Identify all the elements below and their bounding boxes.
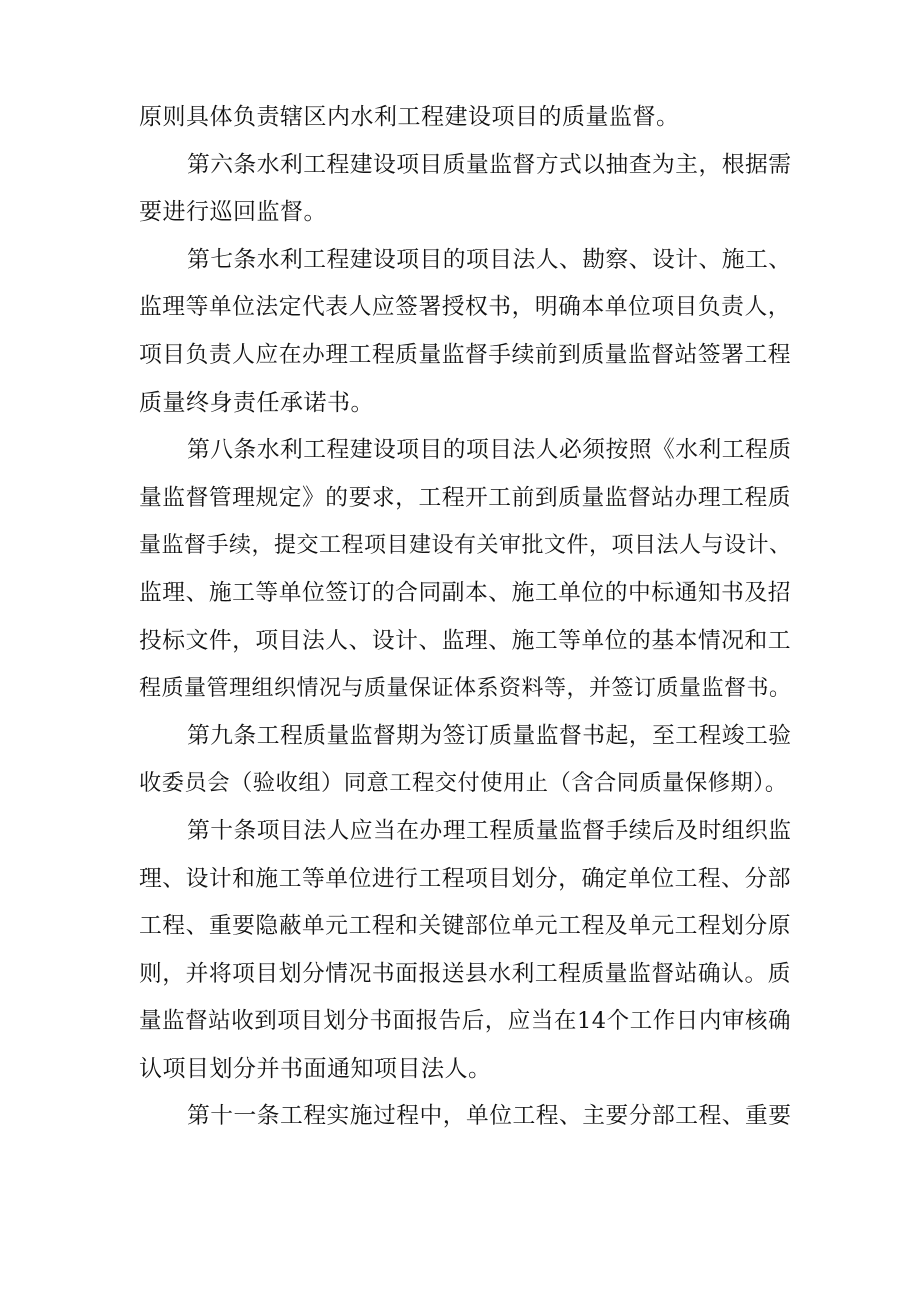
text-line: 第七条水利工程建设项目的项目法人、勘察、设计、施工、	[187, 246, 792, 273]
text-line: 质量终身责任承诺书。	[139, 389, 374, 416]
text-line: 监理、施工等单位签订的合同副本、施工单位的中标通知书及招	[139, 579, 791, 606]
text-line: 程质量管理组织情况与质量保证体系资料等，并签订质量监督书。	[139, 676, 792, 702]
text-line: 第八条水利工程建设项目的项目法人必须按照《水利工程质	[187, 437, 792, 464]
text-line: 理、设计和施工等单位进行工程项目划分，确定单位工程、分部	[139, 865, 791, 892]
text-line: 要进行巡回监督。	[139, 199, 327, 226]
text-line: 项目负责人应在办理工程质量监督手续前到质量监督站签署工程	[139, 341, 791, 368]
text-line: 第十条项目法人应当在办理工程质量监督手续后及时组织监	[187, 817, 792, 844]
text-line: 收委员会（验收组）同意工程交付使用止（含合同质量保修期）。	[139, 770, 788, 797]
text-line: 原则具体负责辖区内水利工程建设项目的质量监督。	[139, 104, 680, 130]
text-line: 工程、重要隐蔽单元工程和关键部位单元工程及单元工程划分原	[139, 913, 791, 940]
text-line: 第九条工程质量监督期为签订质量监督书起，至工程竣工验	[187, 722, 792, 749]
text-line: 投标文件，项目法人、设计、监理、施工等单位的基本情况和工	[139, 627, 791, 654]
text-line: 认项目划分并书面通知项目法人。	[139, 1055, 492, 1082]
text-line: 第十一条工程实施过程中，单位工程、主要分部工程、重要	[187, 1103, 792, 1130]
text-line: 第六条水利工程建设项目质量监督方式以抽查为主，根据需	[187, 151, 792, 178]
text-line: 则，并将项目划分情况书面报送县水利工程质量监督站确认。质	[139, 960, 791, 987]
text-line: 监理等单位法定代表人应签署授权书，明确本单位项目负责人，	[139, 294, 791, 321]
text-line: 量监督站收到项目划分书面报告后，应当在14个工作日内审核确	[139, 1008, 791, 1035]
text-line: 量监督手续，提交工程项目建设有关审批文件，项目法人与设计、	[139, 533, 792, 559]
text-line: 量监督管理规定》的要求，工程开工前到质量监督站办理工程质	[139, 484, 791, 511]
document-body	[139, 94, 791, 1141]
